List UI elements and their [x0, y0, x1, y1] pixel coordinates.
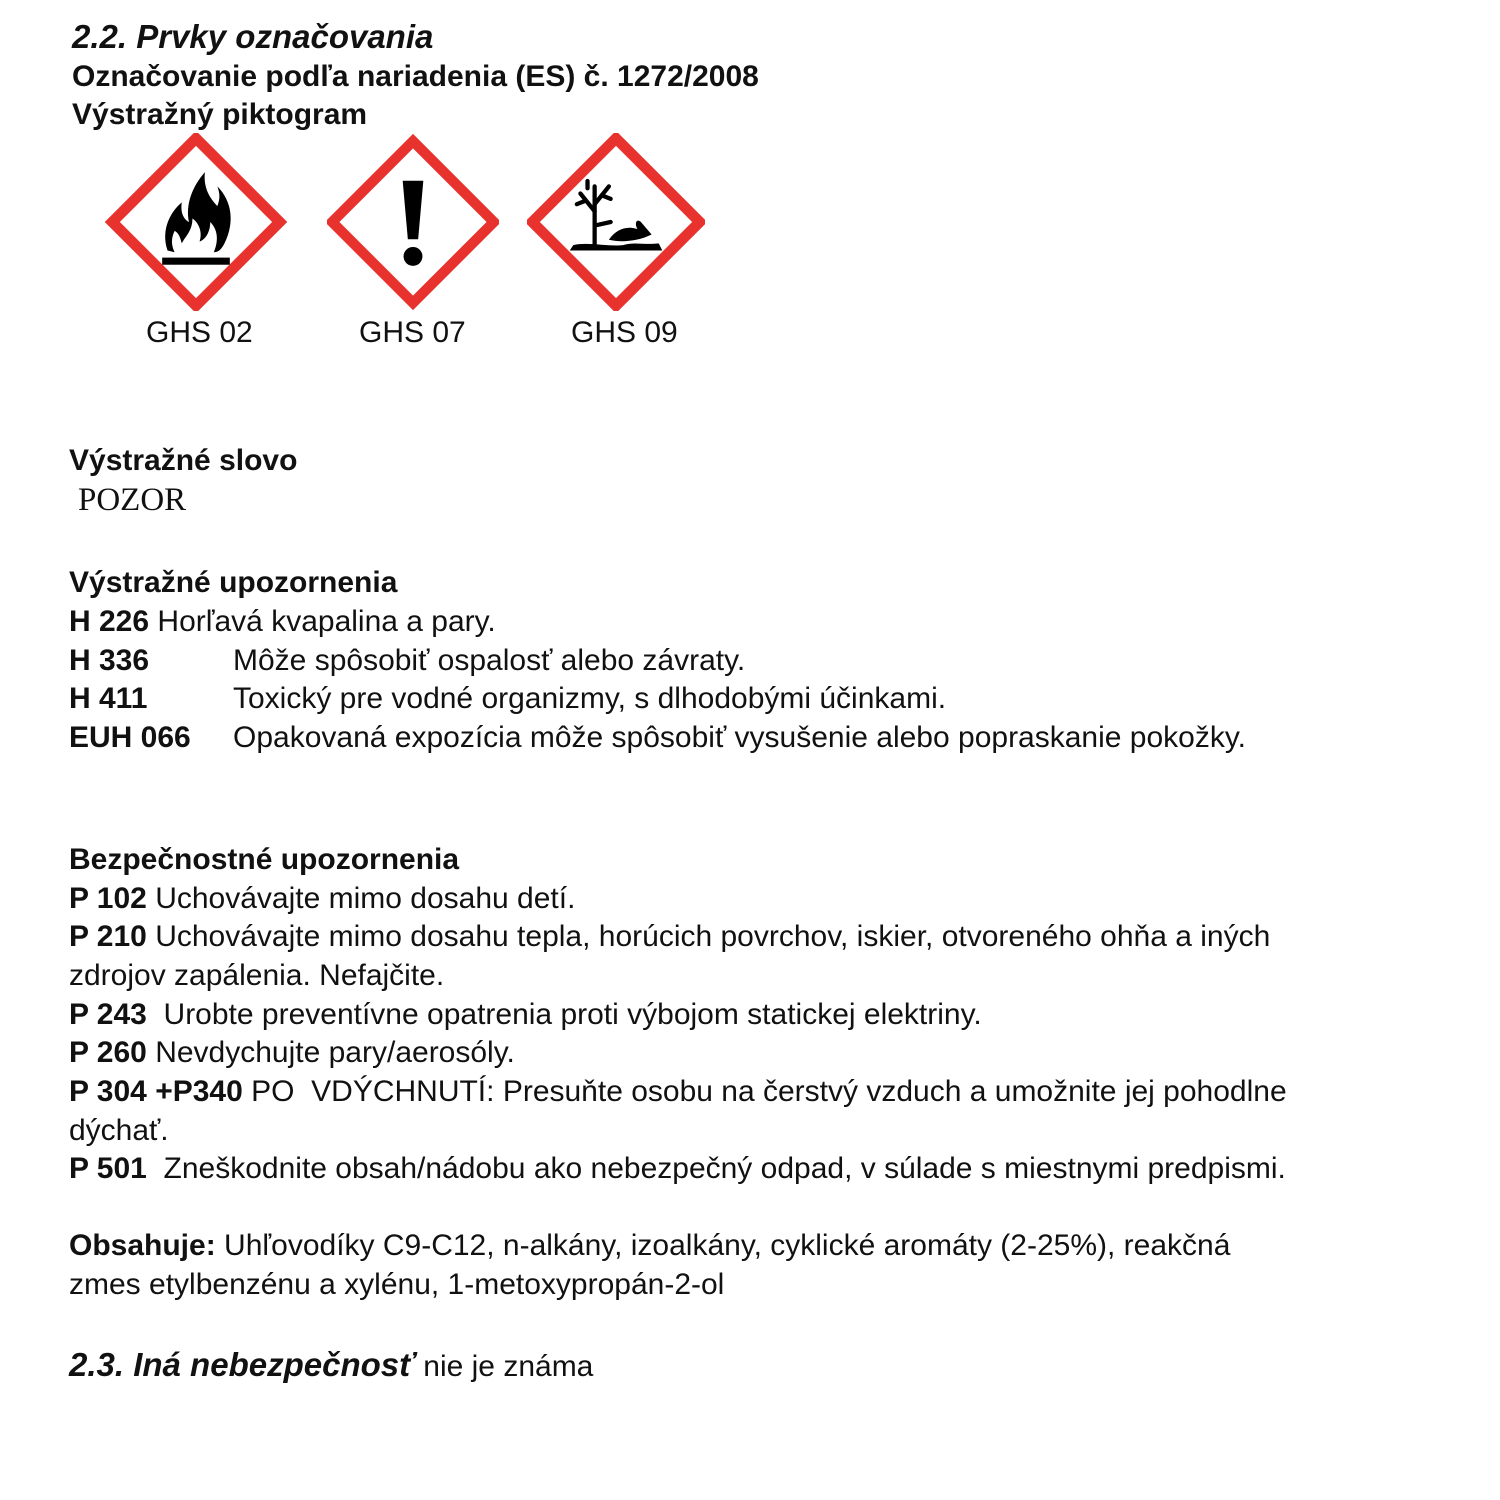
section-23-title: 2.3. Iná nebezpečnosť — [69, 1346, 415, 1383]
section-23 — [69, 1346, 593, 1385]
statement-text: Opakovaná expozícia môže spôsobiť vysušenie alebo popraskanie pokožky. — [233, 721, 1246, 754]
statement-text: Urobte preventívne opatrenia proti výbojom statickej elektriny. — [163, 998, 982, 1031]
signal-word-heading: Výstražné slovo — [69, 444, 298, 477]
statement-code: P 260 — [69, 1036, 147, 1069]
hazard-statement — [69, 721, 1246, 756]
hazard-statement — [69, 644, 745, 679]
pictogram-label: GHS 09 — [571, 316, 678, 349]
environment-icon — [527, 133, 705, 311]
exclamation-icon — [327, 133, 499, 311]
precautionary-statement — [69, 1036, 515, 1071]
section-title: 2.2. Prvky označovania — [72, 18, 434, 55]
statement-code: P 304 +P340 — [69, 1075, 243, 1108]
statement-text: Zneškodnite obsah/nádobu ako nebezpečný odpad, v súlade s miestnymi predpismi. — [163, 1152, 1286, 1185]
statement-code: EUH 066 — [69, 721, 191, 754]
statement-text: Môže spôsobiť ospalosť alebo závraty. — [233, 644, 746, 677]
statement-text: PO VDÝCHNUTÍ: Presuňte osobu na čerstvý vzduch a umožnite jej pohodlne — [251, 1075, 1287, 1108]
contains-label: Obsahuje: — [69, 1229, 216, 1262]
pictogram-label: GHS 07 — [359, 316, 466, 349]
regulation-subtitle: Označovanie podľa nariadenia (ES) č. 1272/2008 — [72, 60, 759, 93]
hazard-statement — [69, 682, 946, 717]
contains-continuation: zmes etylbenzénu a xylénu, 1-metoxypropán-2-ol — [69, 1268, 725, 1301]
hazard-statements-heading: Výstražné upozornenia — [69, 566, 398, 599]
precautionary-statement — [69, 998, 982, 1033]
precautionary-statement — [69, 1152, 1286, 1187]
hazard-statement — [69, 605, 496, 640]
statement-code: P 210 — [69, 920, 147, 953]
statement-text: Toxický pre vodné organizmy, s dlhodobými účinkami. — [233, 682, 947, 715]
section-23-value: nie je známa — [423, 1350, 594, 1383]
statement-code: P 501 — [69, 1152, 147, 1185]
signal-word: POZOR — [78, 482, 187, 518]
statement-text: Uchovávajte mimo dosahu detí. — [155, 882, 576, 915]
statement-continuation: zdrojov zapálenia. Nefajčite. — [69, 959, 445, 992]
statement-text: Horľavá kvapalina a pary. — [157, 605, 496, 638]
statement-continuation: dýchať. — [69, 1114, 169, 1147]
precautionary-statements-heading: Bezpečnostné upozornenia — [69, 843, 460, 876]
statement-code: P 102 — [69, 882, 147, 915]
statement-text: Uchovávajte mimo dosahu tepla, horúcich povrchov, iskier, otvoreného ohňa a iných — [155, 920, 1271, 953]
statement-code: H 411 — [69, 682, 148, 715]
precautionary-statement — [69, 920, 1270, 955]
contains-line — [69, 1229, 1230, 1264]
contains-text: Uhľovodíky C9-C12, n-alkány, izoalkány, cyklické aromáty (2-25%), reakčná — [224, 1229, 1231, 1262]
flame-icon — [105, 133, 287, 311]
statement-code: P 243 — [69, 998, 147, 1031]
precautionary-statement — [69, 1075, 1287, 1110]
precautionary-statement — [69, 882, 575, 917]
pictogram-heading: Výstražný piktogram — [72, 98, 368, 131]
statement-text: Nevdychujte pary/aerosóly. — [155, 1036, 515, 1069]
pictogram-label: GHS 02 — [146, 316, 253, 349]
statement-code: H 226 — [69, 605, 150, 638]
statement-code: H 336 — [69, 644, 150, 677]
